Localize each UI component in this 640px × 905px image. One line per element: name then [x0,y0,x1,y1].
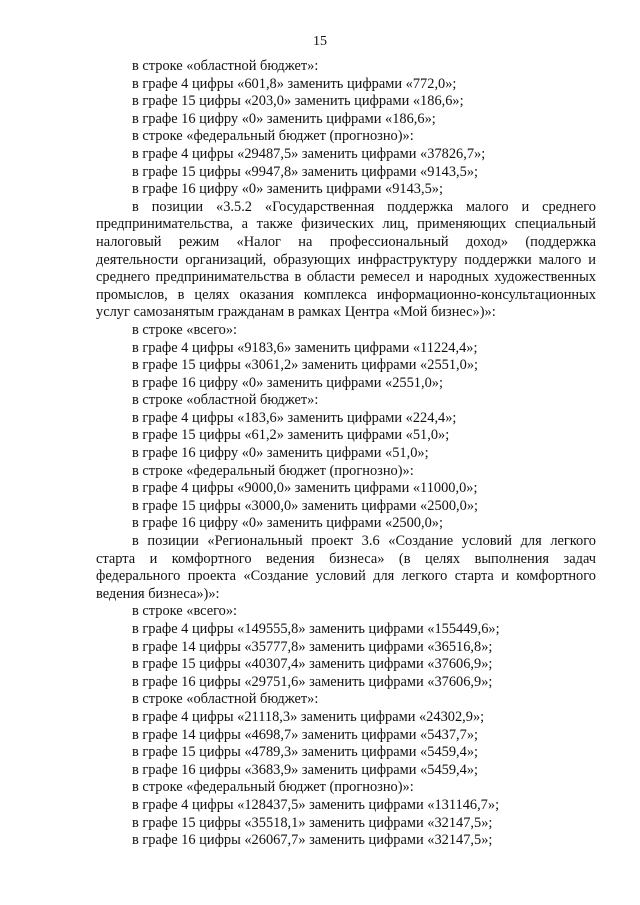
text-line: в графе 15 цифры «35518,1» заменить цифрами «32147,5»; [132,814,493,831]
text-line: в графе 16 цифру «0» заменить цифрами «2500,0»; [132,515,443,532]
document-body [96,58,596,850]
text-line: в графе 16 цифру «0» заменить цифрами «9143,5»; [132,181,443,198]
amendment-block-3 [96,603,596,849]
text-line: в графе 16 цифры «26067,7» заменить цифрами «32147,5»; [132,832,493,849]
text-line: в графе 16 цифры «29751,6» заменить цифрами «37606,9»; [132,673,493,690]
page-number: 15 [313,34,327,49]
text-line: в графе 16 цифру «0» заменить цифрами «51,0»; [132,445,429,462]
text-line: в графе 14 цифры «4698,7» заменить цифрами «5437,7»; [132,726,479,743]
text-line: в графе 16 цифры «3683,9» заменить цифрами «5459,4»; [132,761,479,778]
amendment-block-1 [96,58,596,199]
text-line: в графе 15 цифры «40307,4» заменить цифрами «37606,9»; [132,656,493,673]
text-line: в графе 4 цифры «128437,5» заменить цифрами «131146,7»; [132,796,500,813]
text-line: в строке «федеральный бюджет (прогнозно)»: [132,462,414,479]
text-line: в строке «федеральный бюджет (прогнозно)»: [132,779,414,796]
text-line: в графе 4 цифры «9000,0» заменить цифрами «11000,0»; [132,480,478,497]
text-line: в строке «областной бюджет»: [132,58,319,74]
text-line: в графе 4 цифры «21118,3» заменить цифрами «24302,9»; [132,708,485,725]
text-line: в графе 15 цифры «3000,0» заменить цифрами «2500,0»; [132,497,479,514]
text-line: в графе 4 цифры «9183,6» заменить цифрами «11224,4»; [132,339,478,356]
text-line: в графе 4 цифры «601,8» заменить цифрами «772,0»; [132,75,457,92]
text-line: в графе 15 цифры «3061,2» заменить цифрами «2551,0»; [132,357,479,374]
text-line: в графе 4 цифры «29487,5» заменить цифрами «37826,7»; [132,145,486,162]
text-line: в графе 16 цифру «0» заменить цифрами «186,6»; [132,110,436,127]
text-line: в графе 14 цифры «35777,8» заменить цифрами «36516,8»; [132,638,493,655]
position-paragraph-3-6: в позиции «Региональный проект 3.6 «Создание условий для легкого старта и комфортного ведения бизнеса» (в целях выполнения задач федерального проекта «Создание условий для легкого старта и комфортного ведения бизнеса»)»: [96,533,596,602]
text-line: в графе 4 цифры «183,6» заменить цифрами «224,4»; [132,409,457,426]
text-line: в графе 15 цифры «4789,3» заменить цифрами «5459,4»; [132,744,479,761]
text-line: в строке «областной бюджет»: [132,691,319,708]
text-line: в графе 15 цифры «61,2» заменить цифрами «51,0»; [132,427,450,444]
text-line: в графе 16 цифру «0» заменить цифрами «2551,0»; [132,374,443,391]
amendment-block-2 [96,322,596,533]
text-line: в строке «областной бюджет»: [132,392,319,409]
text-line: в строке «всего»: [132,321,238,338]
text-line: в строке «всего»: [132,603,238,620]
text-line: в графе 15 цифры «9947,8» заменить цифрами «9143,5»; [132,163,479,180]
text-line: в графе 15 цифры «203,0» заменить цифрами «186,6»; [132,93,464,110]
text-line: в строке «федеральный бюджет (прогнозно)»: [132,128,414,145]
position-paragraph-3-5-2: в позиции «3.5.2 «Государственная поддержка малого и среднего предпринимательства, а также физических лиц, применяющих специальный налоговый режим «Налог на профессиональный доход» (поддержка деятельности организаций, образующих инфраструктуру поддержки малого и среднего предпринимательства в области ремесел и народных художественных промыслов, в целях оказания комплекса информационно-консультационных услуг самозанятым гражданам в рамках Центра «Мой бизнес»)»: [96,198,596,321]
text-line: в графе 4 цифры «149555,8» заменить цифрами «155449,6»; [132,621,500,637]
